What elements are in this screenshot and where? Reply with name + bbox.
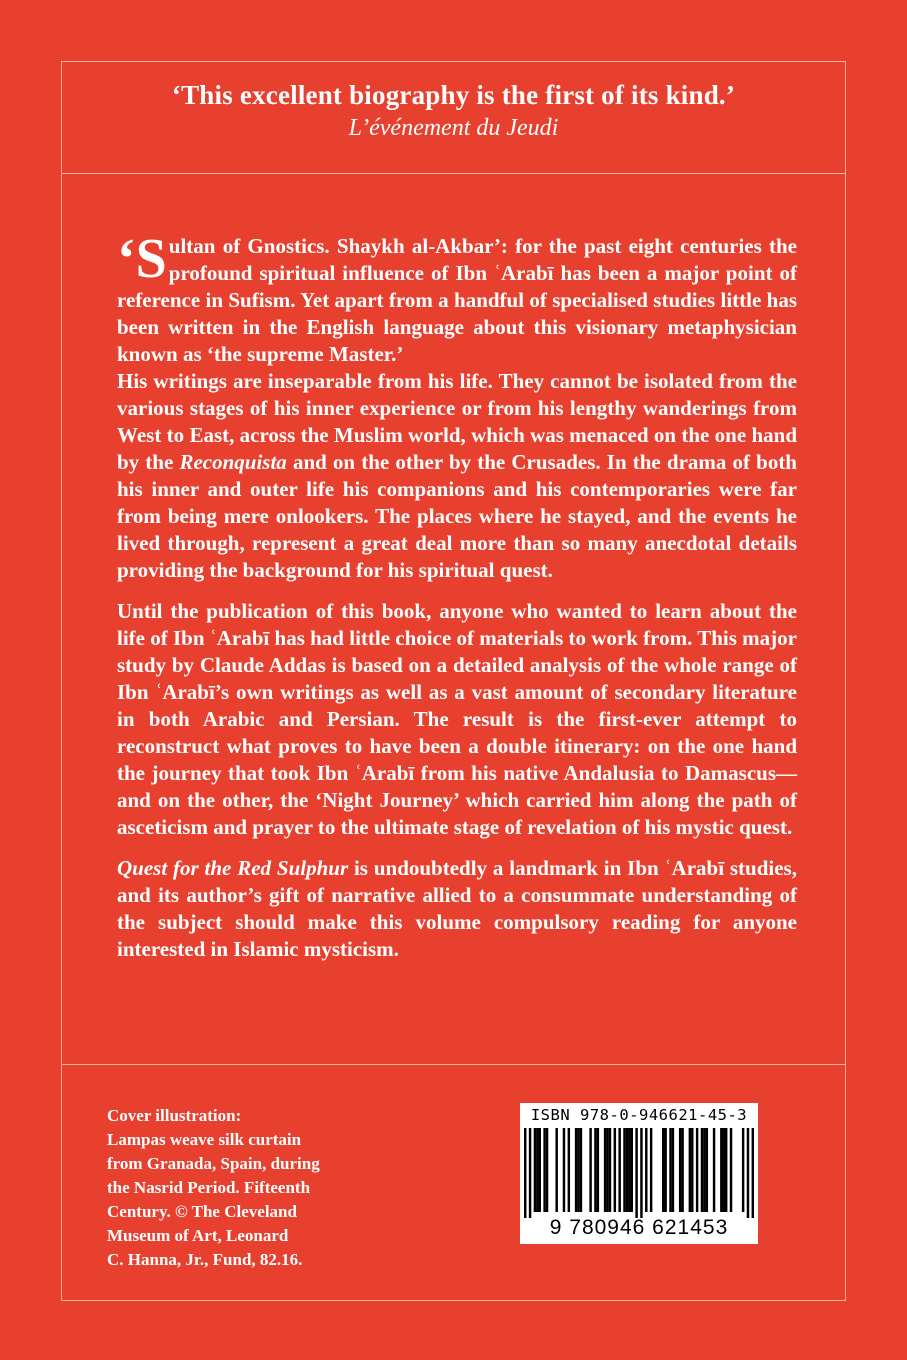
barcode-bar	[679, 1128, 681, 1212]
review-quote	[61, 78, 846, 144]
blurb-paragraph-1: ‘Sultan of Gnostics. Shaykh al-Akbar’: for the past eight centuries the profound spiritual influence of Ibn ʿArabī has been a major point of reference in Sufism. Yet apart from a handful of specialised studies little has been written in the English language about this visionary metaphysician known as ‘the supreme Master.’	[117, 228, 797, 366]
bottom-divider	[61, 1064, 846, 1065]
isbn-label: ISBN 978-0-946621-45-3	[530, 1106, 748, 1124]
barcode-bar	[536, 1128, 538, 1212]
barcode-bar	[524, 1128, 526, 1218]
blurb-paragraph-3: Until the publication of this book, anyone who wanted to learn about the life of Ibn ʿArabī has had little choice of materials to work from. This major study by Claude Addas is based on a detailed analysis of the whole range of Ibn ʿArabī’s own writings as well as a vast amount of secondary literature in both Arabic and Persian. The result is the first-ever attempt to reconstruct what proves to have been a double itinerary: on the one hand the journey that took Ibn ʿArabī from his native Andalusia to Damascus—and on the other, the ‘Night Journey’ which carried him along the path of asceticism and prayer to the ultimate stage of revelation of his mystic quest.	[117, 599, 797, 839]
barcode-bar	[604, 1128, 606, 1212]
barcode-bar	[606, 1128, 608, 1212]
barcode-bar	[577, 1128, 579, 1212]
barcode-bar	[539, 1128, 541, 1212]
top-divider	[61, 173, 846, 174]
barcode-bar	[723, 1128, 725, 1212]
cover-illustration-credit: Cover illustration: Lampas weave silk curtain from Granada, Spain, during the Nasrid Period. Fifteenth Century. © The Cleveland Museum of Art, Leonard C. Hanna, Jr., Fund, 82.16.	[107, 1106, 320, 1269]
barcode-bar	[701, 1128, 703, 1212]
barcode-bar	[703, 1128, 705, 1212]
barcode-bar	[664, 1128, 666, 1212]
barcode-bar	[597, 1128, 599, 1212]
barcode-bar	[696, 1128, 698, 1212]
barcode-bar	[747, 1128, 749, 1218]
barcode-bar	[618, 1128, 620, 1212]
barcode-bar	[645, 1128, 647, 1212]
blurb-paragraph-4: Quest for the Red Sulphur is undoubtedly a landmark in Ibn ʿArabī studies, and its author’s gift of narrative allied to a consummate understanding of the subject should make this volume compulsory reading for anyone interested in Islamic mysticism.	[117, 856, 797, 961]
barcode-bar	[626, 1128, 628, 1212]
isbn-barcode	[520, 1103, 758, 1244]
quote-source: L’événement du Jeudi	[348, 115, 559, 141]
barcode-bar	[614, 1128, 616, 1212]
barcode-bar	[635, 1128, 637, 1218]
barcode-bar	[672, 1128, 674, 1212]
blurb-paragraph-2: His writings are inseparable from his life. They cannot be isolated from the various stages of his inner experience or from his lengthy wanderings from West to East, across the Muslim world, which was menaced on the one hand by the Reconquista and on the other by the Crusades. In the drama of both his inner and outer life his companions and his contemporaries were far from being mere onlookers. The places where he stayed, and the events he lived through, represent a great deal more than so many anecdotal details providing the background for his spiritual quest.	[117, 369, 797, 582]
barcode-bar	[563, 1128, 565, 1212]
barcode-bar	[594, 1128, 596, 1212]
barcode-bar	[720, 1128, 722, 1212]
barcode-bar	[742, 1128, 744, 1212]
barcode-bar	[546, 1128, 548, 1212]
barcode-bar	[713, 1128, 715, 1212]
barcode-digits: 9 780946 621453	[549, 1216, 729, 1239]
barcode-bar	[568, 1128, 570, 1212]
barcode-bar	[631, 1128, 633, 1212]
blurb	[117, 228, 797, 963]
barcode-bar	[691, 1128, 693, 1212]
barcode-bar	[706, 1128, 708, 1212]
barcode-bar	[752, 1128, 754, 1218]
barcode-bar	[628, 1128, 630, 1212]
barcode-bar	[725, 1128, 727, 1212]
barcode-bar	[609, 1128, 611, 1212]
drop-cap: ‘S	[117, 228, 167, 290]
barcode-bar	[589, 1128, 591, 1212]
barcode-bar	[662, 1128, 664, 1212]
barcode-bar	[669, 1128, 671, 1212]
barcode-bar	[623, 1128, 625, 1212]
barcode-bar	[534, 1128, 536, 1212]
barcode-bar	[529, 1128, 531, 1218]
barcode-bar	[730, 1128, 732, 1212]
barcode-bar	[640, 1128, 642, 1218]
barcode-bar	[681, 1128, 683, 1212]
barcode-bar	[575, 1128, 577, 1212]
barcode-bar	[650, 1128, 652, 1212]
quote-text: ‘This excellent biography is the first of its kind.’	[171, 80, 736, 110]
barcode-bar	[543, 1128, 545, 1212]
barcode-bar	[580, 1128, 582, 1212]
barcode-bar	[555, 1128, 557, 1212]
barcode-icon	[524, 1128, 754, 1218]
barcode-bar	[689, 1128, 691, 1212]
